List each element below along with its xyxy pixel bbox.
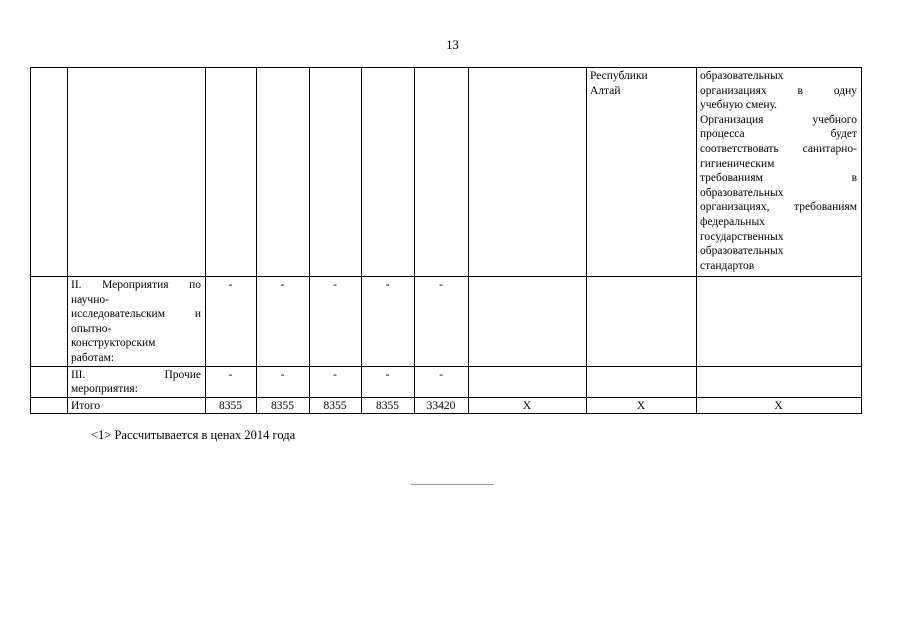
value-cell: - bbox=[362, 366, 415, 397]
text-line: конструкторским bbox=[71, 337, 156, 350]
text-line: образовательных bbox=[700, 70, 784, 82]
end-rule bbox=[411, 484, 494, 485]
table-cell bbox=[310, 68, 362, 277]
text-line: федеральных bbox=[700, 215, 765, 228]
value-cell: - bbox=[257, 277, 310, 367]
total-mark: X bbox=[587, 397, 697, 414]
table-cell bbox=[362, 68, 415, 277]
value-cell: - bbox=[415, 277, 469, 367]
text-line: требованиям в bbox=[700, 172, 857, 185]
total-mark: X bbox=[697, 397, 862, 414]
page-number: 13 bbox=[446, 38, 459, 52]
value-cell: - bbox=[257, 366, 310, 397]
text-line: гигиеническим bbox=[700, 157, 775, 170]
text-line: Республики bbox=[590, 70, 648, 82]
footnote: <1> Рассчитывается в ценах 2014 года bbox=[91, 428, 296, 442]
text-line: Организация учебного bbox=[700, 113, 857, 126]
table-cell bbox=[31, 277, 68, 367]
text-line: государственных bbox=[700, 230, 784, 243]
table-cell bbox=[469, 68, 587, 277]
executor-cell bbox=[587, 68, 697, 277]
text-line: работам: bbox=[71, 351, 115, 364]
value-cell: - bbox=[362, 277, 415, 367]
value-cell: - bbox=[310, 366, 362, 397]
table-cell bbox=[587, 366, 697, 397]
table-cell bbox=[469, 277, 587, 367]
text-line: организациях, требованиям bbox=[700, 201, 857, 214]
section-title-cell bbox=[68, 277, 206, 367]
table-cell bbox=[206, 68, 257, 277]
table-cell bbox=[257, 68, 310, 277]
table-cell bbox=[31, 366, 68, 397]
text-line: научно- bbox=[71, 293, 109, 306]
program-table bbox=[30, 67, 862, 414]
result-cell bbox=[697, 68, 862, 277]
table-cell bbox=[697, 366, 862, 397]
total-value: 8355 bbox=[310, 397, 362, 414]
text-line: стандартов bbox=[700, 259, 755, 272]
text-line: процесса будет bbox=[700, 128, 857, 141]
table-cell bbox=[587, 277, 697, 367]
table-row bbox=[31, 366, 862, 397]
text-line: опытно- bbox=[71, 322, 112, 335]
text-line: исследовательским и bbox=[71, 308, 201, 321]
table-cell bbox=[31, 397, 68, 414]
total-mark: X bbox=[469, 397, 587, 414]
total-value: 33420 bbox=[415, 397, 469, 414]
section-title-cell bbox=[68, 366, 206, 397]
value-cell: - bbox=[415, 366, 469, 397]
table-cell bbox=[469, 366, 587, 397]
text-line: учебную смену. bbox=[700, 99, 777, 112]
value-cell: - bbox=[310, 277, 362, 367]
table-cell bbox=[68, 68, 206, 277]
table-cell bbox=[415, 68, 469, 277]
total-row bbox=[31, 397, 862, 414]
text-line: II. Мероприятия по bbox=[71, 279, 201, 291]
table-row bbox=[31, 68, 862, 277]
table-cell bbox=[697, 277, 862, 367]
table-row bbox=[31, 277, 862, 367]
text-line: Алтай bbox=[590, 84, 621, 97]
text-line: образовательных bbox=[700, 186, 784, 199]
total-value: 8355 bbox=[257, 397, 310, 414]
text-line: мероприятия: bbox=[71, 383, 138, 396]
table-cell bbox=[31, 68, 68, 277]
value-cell: - bbox=[206, 277, 257, 367]
text-line: организациях в одну bbox=[700, 84, 857, 97]
text-line: соответствовать санитарно- bbox=[700, 142, 857, 155]
text-line: III. Прочие bbox=[71, 368, 201, 381]
total-label: Итого bbox=[68, 397, 206, 414]
total-value: 8355 bbox=[206, 397, 257, 414]
value-cell: - bbox=[206, 366, 257, 397]
text-line: образовательных bbox=[700, 245, 784, 258]
total-value: 8355 bbox=[362, 397, 415, 414]
